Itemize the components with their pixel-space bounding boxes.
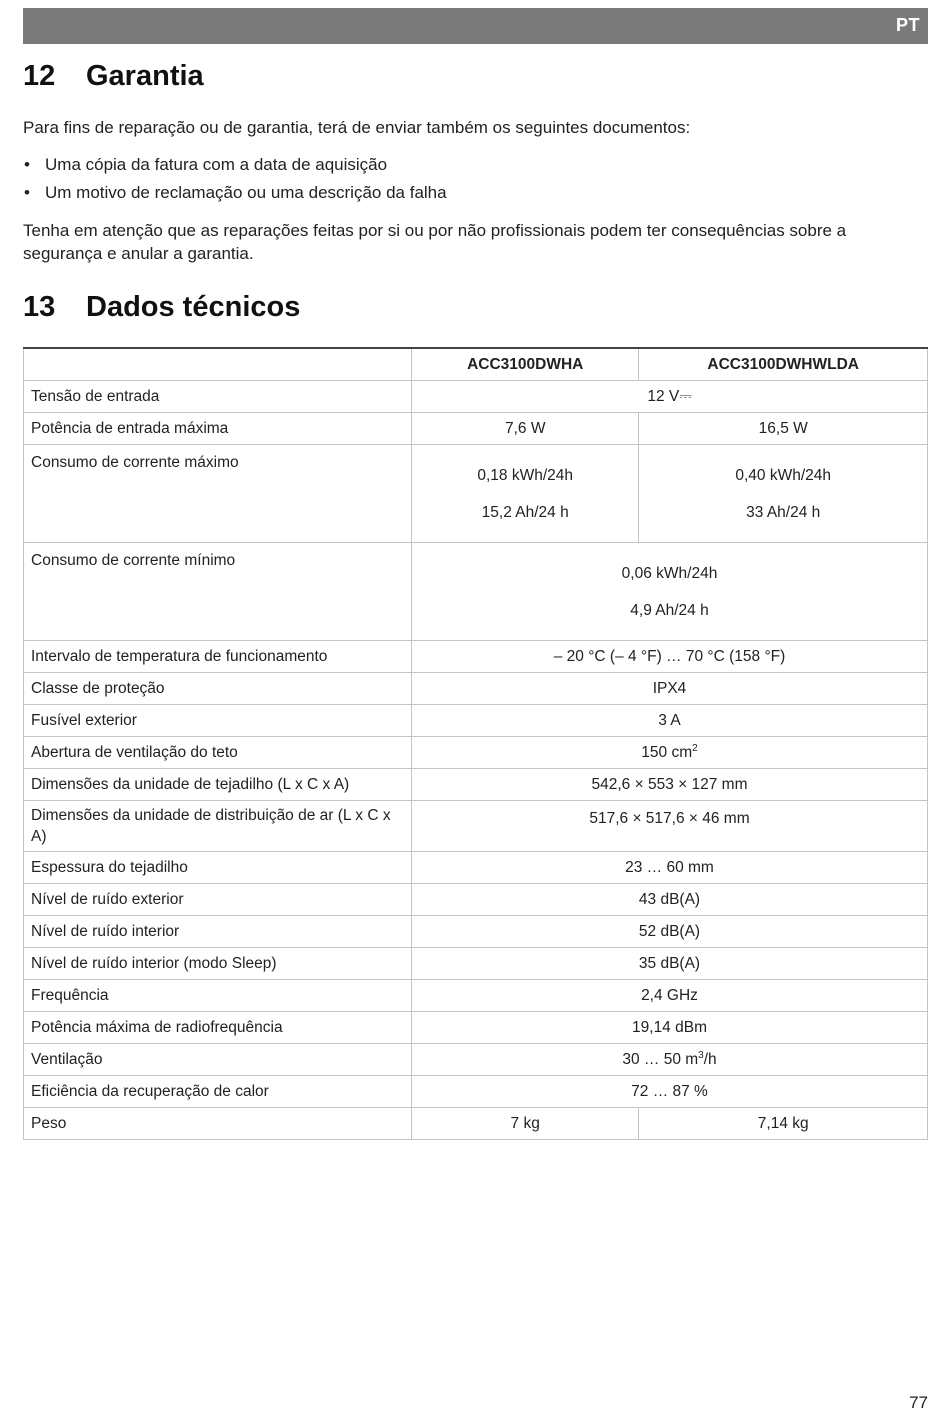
bullet-icon: • (24, 155, 30, 174)
table-row: Tensão de entrada 12 V⎓ (24, 381, 928, 413)
table-row: Frequência 2,4 GHz (24, 980, 928, 1012)
model-b-current-cell: 0,40 kWh/24h 33 Ah/24 h (639, 445, 928, 543)
warranty-intro: Para fins de reparação ou de garantia, terá de enviar também os seguintes documentos: (23, 118, 691, 137)
table-row: Fusível exterior 3 A (24, 705, 928, 737)
table-row: Classe de proteção IPX4 (24, 673, 928, 705)
table-row: Consumo de corrente máximo 0,18 kWh/24h 15,2 Ah/24 h 0,40 kWh/24h 33 Ah/24 h (24, 445, 928, 543)
table-row: Potência de entrada máxima 7,6 W 16,5 W (24, 413, 928, 445)
model-a-current-cell: 0,18 kWh/24h 15,2 Ah/24 h (412, 445, 639, 543)
table-row: Consumo de corrente mínimo 0,06 kWh/24h 4,9 Ah/24 h (24, 543, 928, 641)
language-tag: PT (895, 15, 920, 35)
list-item: • Uma cópia da fatura com a data de aquisição (23, 151, 447, 179)
table-row: Ventilação 30 … 50 $m^3/h$ (24, 1044, 928, 1076)
list-item: • Um motivo de reclamação ou uma descrição da falha (23, 179, 447, 207)
column-header-model-b: ACC3100DWHWLDA (639, 348, 928, 381)
header-bar (23, 8, 928, 44)
page-number: 77 (909, 1393, 928, 1412)
column-header-model-a: ACC3100DWHA (412, 348, 639, 381)
technical-data-table (23, 347, 928, 1140)
table-row: Peso 7 kg 7,14 kg (24, 1108, 928, 1140)
technical-section-number: 13 (23, 291, 56, 323)
warranty-documents-list (23, 151, 447, 207)
table-row: Dimensões da unidade de tejadilho (L x C x A) 542,6 × 553 × 127 mm (24, 769, 928, 801)
warranty-title: Garantia (86, 60, 204, 92)
table-row: Nível de ruído interior 52 dB(A) (24, 916, 928, 948)
table-row: Nível de ruído interior (modo Sleep) 35 dB(A) (24, 948, 928, 980)
warranty-note: Tenha em atenção que as reparações feitas por si ou por não profissionais podem ter consequências sobre a segurança e anular a garantia. (23, 221, 847, 263)
table-row: Espessura do tejadilho 23 … 60 mm (24, 852, 928, 884)
warranty-heading (23, 60, 204, 93)
table-row: Abertura de ventilação do teto 150 $cm^2$ (24, 737, 928, 769)
bullet-icon: • (24, 183, 30, 202)
technical-title: Dados técnicos (86, 291, 301, 323)
technical-data-heading (23, 291, 300, 324)
table-row: Eficiência da recuperação de calor 72 … 87 % (24, 1076, 928, 1108)
warranty-section-number: 12 (23, 60, 56, 92)
table-row: Dimensões da unidade de distribuição de ar (L x C x A) 517,6 × 517,6 × 46 mm (24, 801, 928, 852)
table-header-row (24, 348, 928, 381)
table-row: Nível de ruído exterior 43 dB(A) (24, 884, 928, 916)
min-current-cell: 0,06 kWh/24h 4,9 Ah/24 h (412, 543, 928, 641)
table-row: Intervalo de temperatura de funcionamento – 20 °C (– 4 °F) … 70 °C (158 °F) (24, 641, 928, 673)
column-header-empty (24, 348, 412, 381)
table-row: Potência máxima de radiofrequência 19,14 dBm (24, 1012, 928, 1044)
